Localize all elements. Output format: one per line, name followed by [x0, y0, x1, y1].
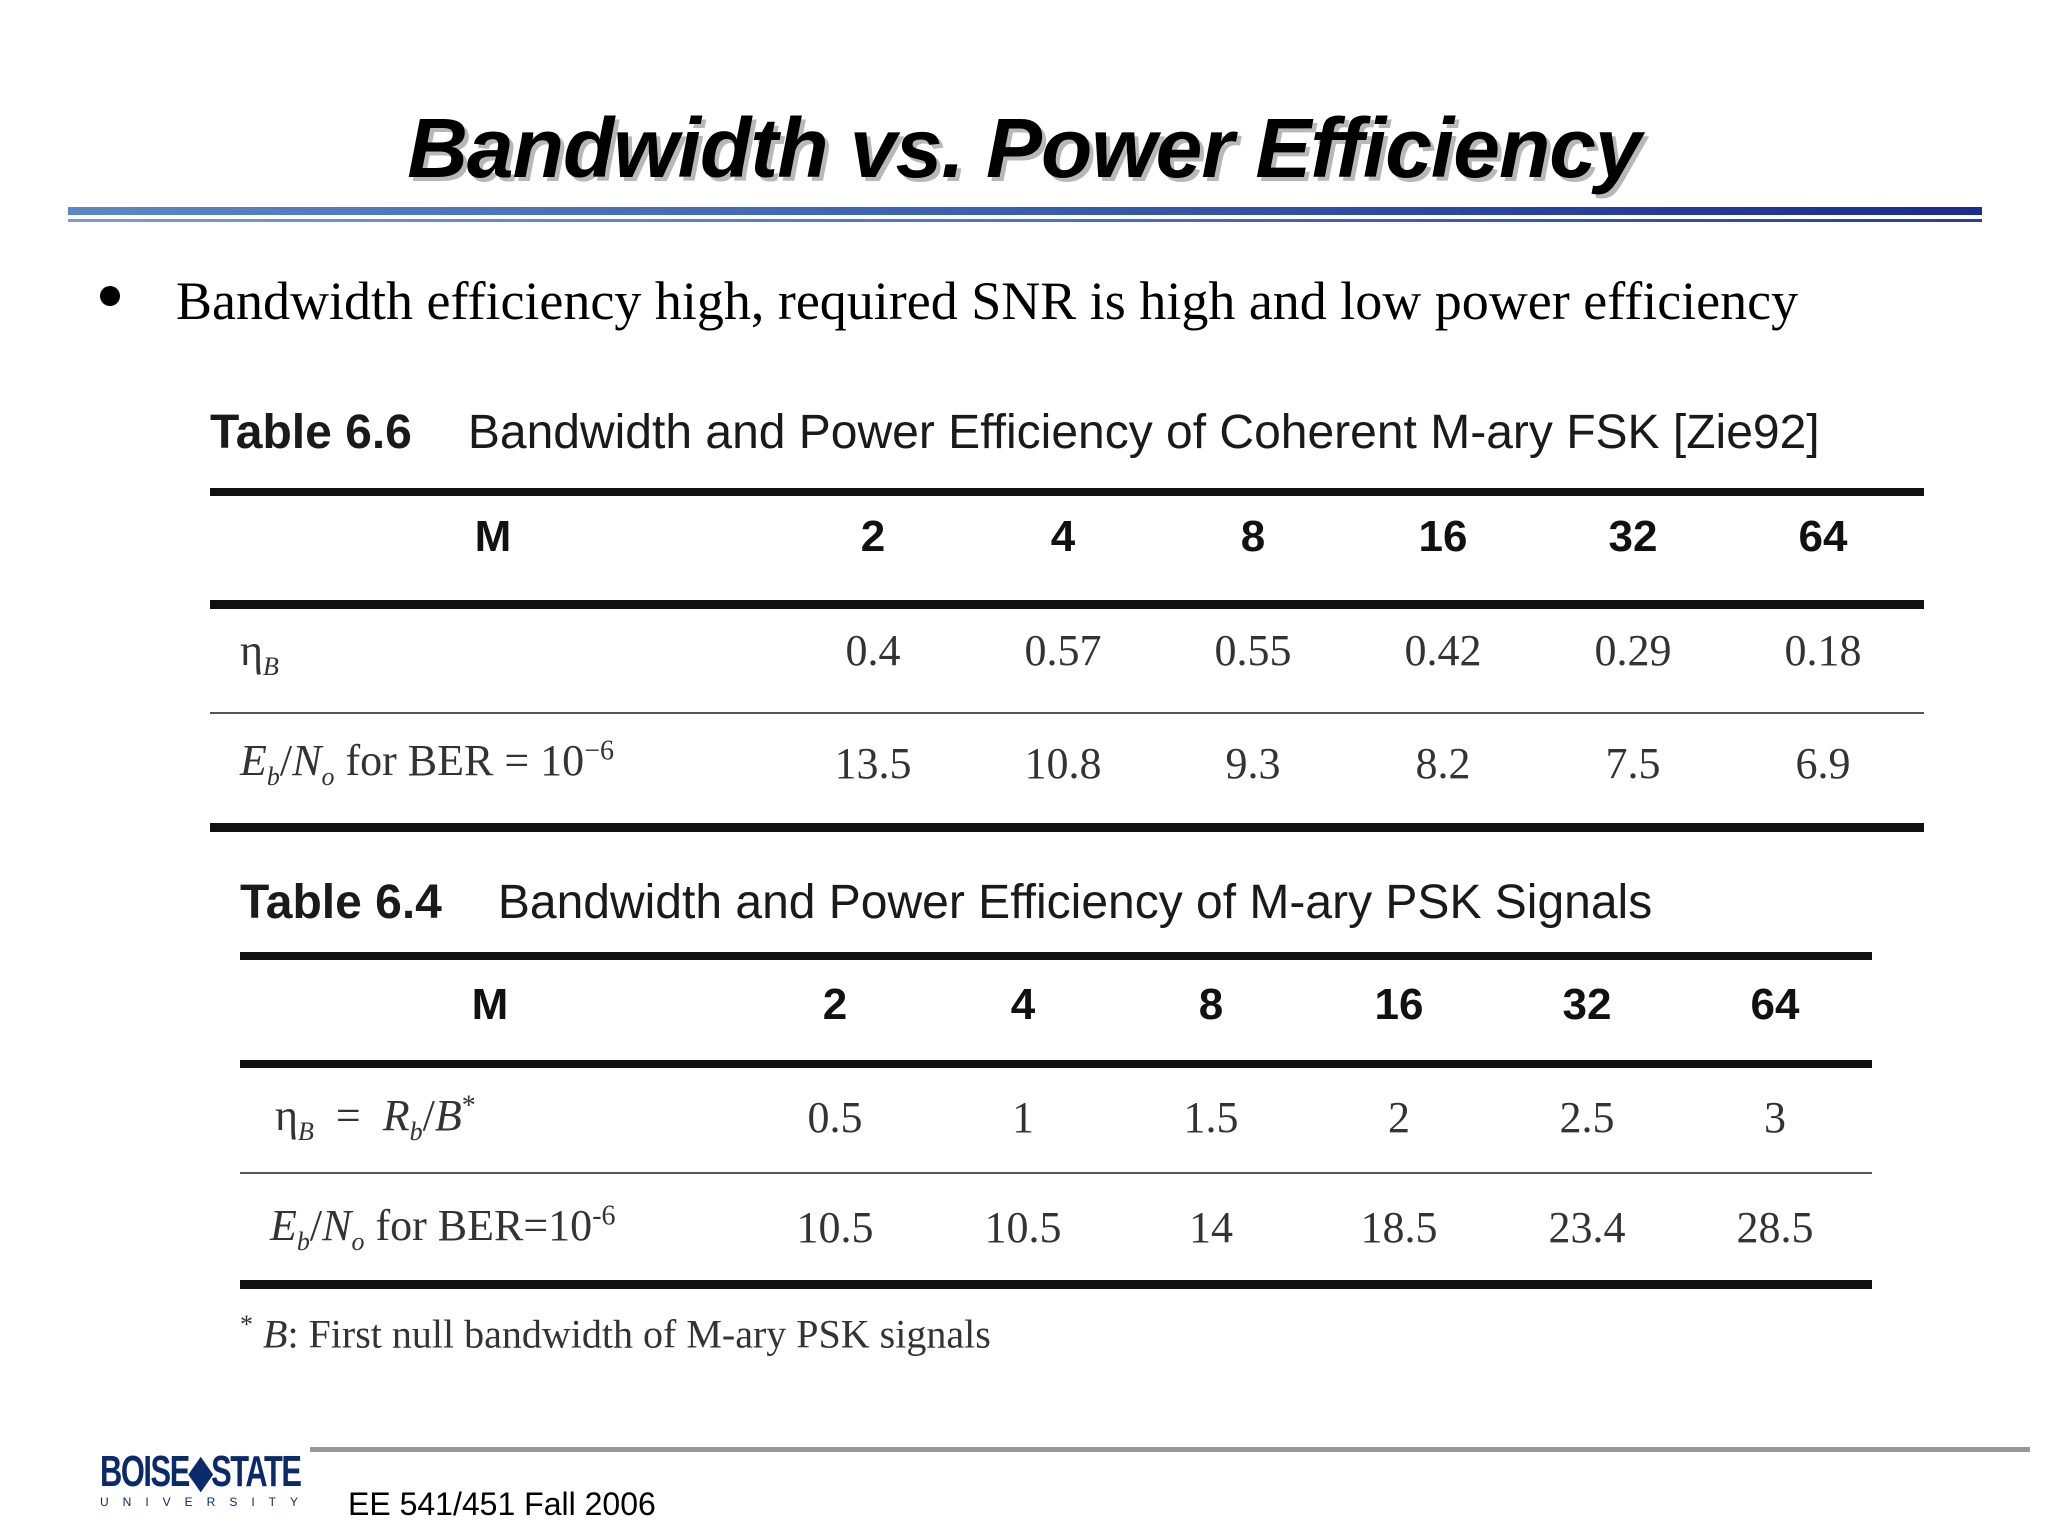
- table-fsk-header-rule: [210, 600, 1924, 609]
- table-fsk-bottom-rule: [210, 823, 1924, 832]
- table-fsk-col-header: 8: [1240, 512, 1266, 561]
- table-psk-col-header: 4: [1010, 980, 1036, 1029]
- table-fsk-number: Table 6.6: [210, 406, 412, 459]
- table-psk-col-header: 8: [1198, 980, 1224, 1029]
- table-psk-row-label-text: for BER=10: [375, 1201, 593, 1250]
- table-fsk-col-header: 16: [1418, 512, 1468, 561]
- table-fsk-cell: 0.57: [1024, 626, 1102, 675]
- course-label: EE 541/451 Fall 2006: [348, 1486, 656, 1522]
- table-fsk-cell: 0.55: [1214, 626, 1292, 675]
- footnote-star: *: [240, 1310, 253, 1339]
- table-fsk-cell: 8.2: [1415, 739, 1471, 788]
- table-psk-col-header: 2: [822, 980, 848, 1029]
- slide-title: Bandwidth vs. Power Efficiency: [407, 101, 1641, 195]
- boise-state-logo: [100, 1447, 313, 1510]
- table-psk-header-m: M: [471, 980, 509, 1029]
- table-fsk-row-label-text: for BER = 10: [345, 736, 585, 785]
- table-fsk-cell: 10.8: [1024, 739, 1102, 788]
- table-psk-row-label-star: *: [461, 1090, 476, 1122]
- table-psk-title: Bandwidth and Power Efficiency of M-ary PSK Signals: [497, 876, 1653, 929]
- bullet-text: Bandwidth efficiency high, required SNR is high and low power efficiency: [176, 271, 1799, 331]
- table-fsk-cell: 6.9: [1795, 739, 1851, 788]
- table-fsk-cell: 0.18: [1784, 626, 1862, 675]
- table-psk-row-label-exp: -6: [592, 1200, 616, 1232]
- table-psk-cell: 0.5: [807, 1093, 863, 1142]
- title-underline: [68, 207, 1982, 215]
- logo-subtitle: UNIVERSITY: [100, 1495, 313, 1509]
- table-psk-cell: 10.5: [984, 1203, 1062, 1252]
- table-psk-cell: 10.5: [796, 1203, 874, 1252]
- table-psk-col-header: 16: [1374, 980, 1424, 1029]
- table-psk-row-divider: [240, 1172, 1872, 1174]
- footnote-text: : First null bandwidth of M-ary PSK signals: [287, 1311, 991, 1357]
- table-fsk-cell: 0.29: [1594, 626, 1672, 675]
- table-psk-top-rule: [240, 952, 1872, 960]
- title-underline-thin: [68, 219, 1982, 222]
- table-psk-cell: 1.5: [1183, 1093, 1239, 1142]
- table-fsk-header-m: M: [474, 512, 512, 561]
- table-fsk-title: Bandwidth and Power Efficiency of Coherent M-ary FSK [Zie92]: [467, 406, 1820, 459]
- table-fsk-cell: 7.5: [1605, 739, 1661, 788]
- table-psk-cell: 23.4: [1548, 1203, 1626, 1252]
- table-fsk-row-label-exp: −6: [584, 735, 614, 767]
- table-psk-cell: 3: [1764, 1093, 1786, 1142]
- table-fsk-cell: 0.4: [845, 626, 901, 675]
- footer-rule: [310, 1447, 2030, 1452]
- table-fsk-top-rule: [210, 488, 1924, 496]
- table-fsk-col-header: 32: [1608, 512, 1658, 561]
- table-psk-cell: 1: [1012, 1093, 1034, 1142]
- table-fsk-cell: 13.5: [834, 739, 912, 788]
- table-psk-cell: 14: [1189, 1203, 1233, 1252]
- table-psk-header-rule: [240, 1060, 1872, 1068]
- table-psk-cell: 28.5: [1736, 1203, 1814, 1252]
- table-fsk-col-header: 4: [1050, 512, 1076, 561]
- table-fsk-cell: 9.3: [1225, 739, 1281, 788]
- table-psk-cell: 2.5: [1559, 1093, 1615, 1142]
- table-fsk-col-header: 64: [1798, 512, 1848, 561]
- table-psk-col-header: 64: [1750, 980, 1800, 1029]
- table-psk-row-label-efficiency: $\eta_B = R_b/B^*$: [275, 1090, 476, 1146]
- table-psk-cell: 2: [1388, 1093, 1410, 1142]
- logo-wordmark: BOISE◆STATE: [100, 1447, 301, 1496]
- table-psk-bottom-rule: [240, 1280, 1872, 1289]
- table-fsk-row-label-efficiency: $\eta_B$: [240, 626, 279, 681]
- bullet-icon: [100, 286, 120, 306]
- table-psk-col-header: 32: [1562, 980, 1612, 1029]
- table-psk-row-label-ebno: $E_b/N_o$ for $BER=10^{-6}$: [270, 1200, 616, 1256]
- table-fsk-row-label-ebno: $E_b/N_o$ for BER = $10^{-6}$: [240, 735, 614, 791]
- table-fsk-caption: [210, 405, 1820, 460]
- table-psk-number: Table 6.4: [240, 876, 442, 929]
- table-psk-footnote: * B: First null bandwidth of M-ary PSK signals: [240, 1310, 991, 1357]
- table-fsk-cell: 0.42: [1404, 626, 1482, 675]
- table-psk-cell: 18.5: [1360, 1203, 1438, 1252]
- table-fsk-row-divider: [210, 712, 1924, 714]
- table-fsk-col-header: 2: [860, 512, 886, 561]
- table-psk-caption: [240, 875, 1652, 930]
